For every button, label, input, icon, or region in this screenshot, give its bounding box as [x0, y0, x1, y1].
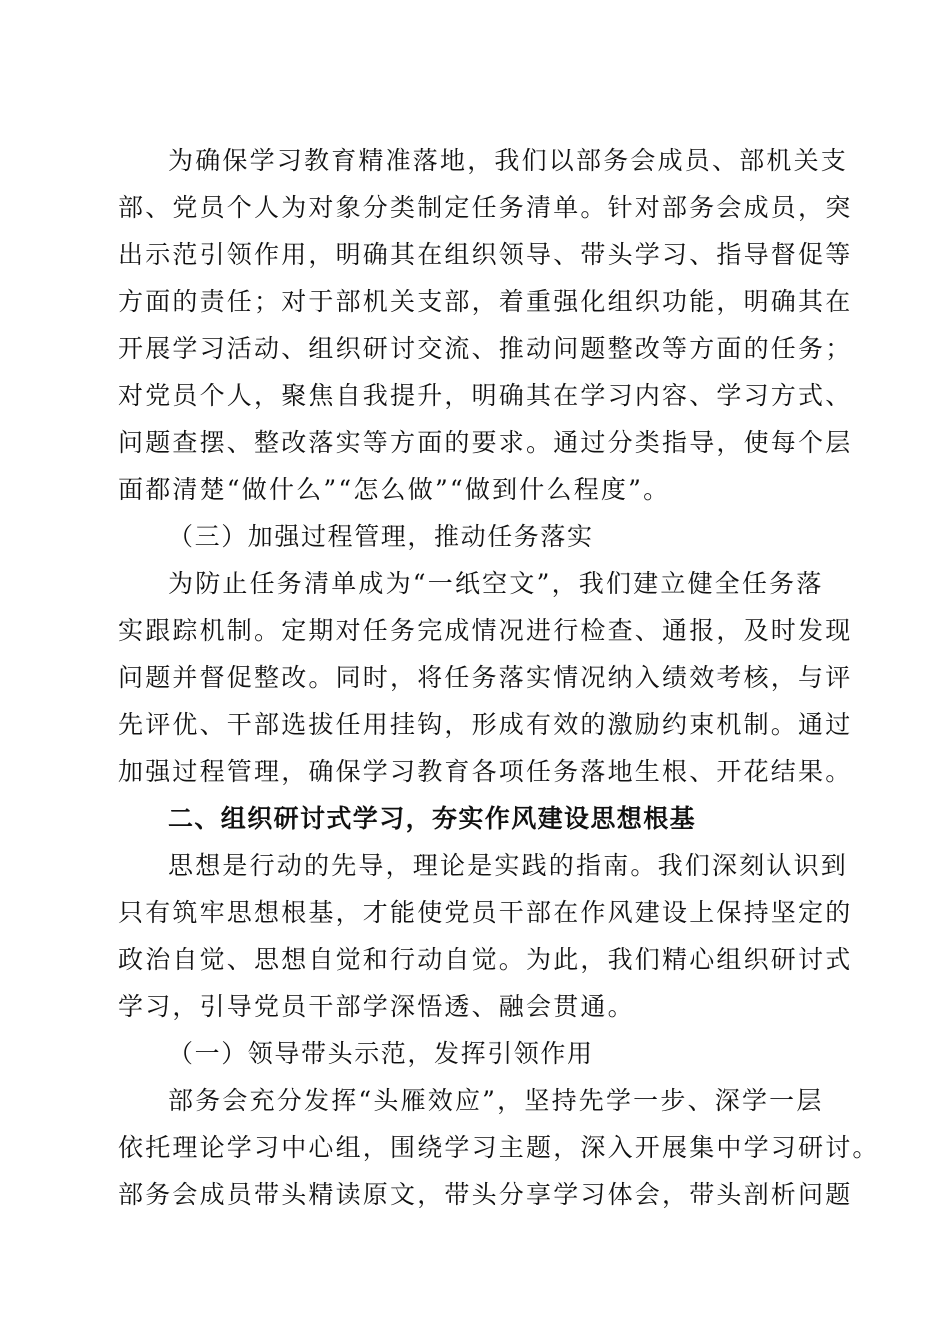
- paragraph-line: 问题查摆、整改落实等方面的要求。通过分类指导，使每个层: [118, 428, 853, 457]
- paragraph-line: 部务会成员带头精读原文，带头分享学习体会，带头剖析问题: [118, 1180, 853, 1209]
- paragraph-line: 加强过程管理，确保学习教育各项任务落地生根、开花结果。: [118, 757, 853, 786]
- subsection-heading: （三）加强过程管理，推动任务落实: [168, 522, 594, 551]
- paragraph-line: 部务会充分发挥“头雁效应”，坚持先学一步、深学一层: [168, 1086, 824, 1115]
- paragraph-line: 思想是行动的先导，理论是实践的指南。我们深刻认识到: [168, 851, 849, 880]
- subsection-heading: （一）领导带头示范，发挥引领作用: [168, 1039, 594, 1068]
- paragraph-line: 为确保学习教育精准落地，我们以部务会成员、部机关支: [168, 146, 849, 175]
- paragraph-line: 开展学习活动、组织研讨交流、推动问题整改等方面的任务；: [118, 334, 853, 363]
- paragraph-line: 依托理论学习中心组，围绕学习主题，深入开展集中学习研讨。: [118, 1133, 880, 1162]
- paragraph-line: 部、党员个人为对象分类制定任务清单。针对部务会成员，突: [118, 193, 853, 222]
- paragraph-line: 学习，引导党员干部学深悟透、融会贯通。: [118, 992, 635, 1021]
- paragraph-line: 方面的责任；对于部机关支部，着重强化组织功能，明确其在: [118, 287, 853, 316]
- paragraph-line: 问题并督促整改。同时，将任务落实情况纳入绩效考核，与评: [118, 663, 853, 692]
- paragraph-line: 为防止任务清单成为“一纸空文”，我们建立健全任务落: [168, 569, 824, 598]
- paragraph-line: 先评优、干部选拔任用挂钩，形成有效的激励约束机制。通过: [118, 710, 853, 739]
- paragraph-line: 实跟踪机制。定期对任务完成情况进行检查、通报，及时发现: [118, 616, 853, 645]
- paragraph-line: 面都清楚“做什么”“怎么做”“做到什么程度”。: [118, 475, 671, 504]
- paragraph-line: 出示范引领作用，明确其在组织领导、带头学习、指导督促等: [118, 240, 853, 269]
- paragraph-line: 政治自觉、思想自觉和行动自觉。为此，我们精心组织研讨式: [118, 945, 853, 974]
- paragraph-line: 对党员个人，聚焦自我提升，明确其在学习内容、学习方式、: [118, 381, 853, 410]
- section-heading: 二、组织研讨式学习，夯实作风建设思想根基: [168, 804, 697, 833]
- paragraph-line: 只有筑牢思想根基，才能使党员干部在作风建设上保持坚定的: [118, 898, 853, 927]
